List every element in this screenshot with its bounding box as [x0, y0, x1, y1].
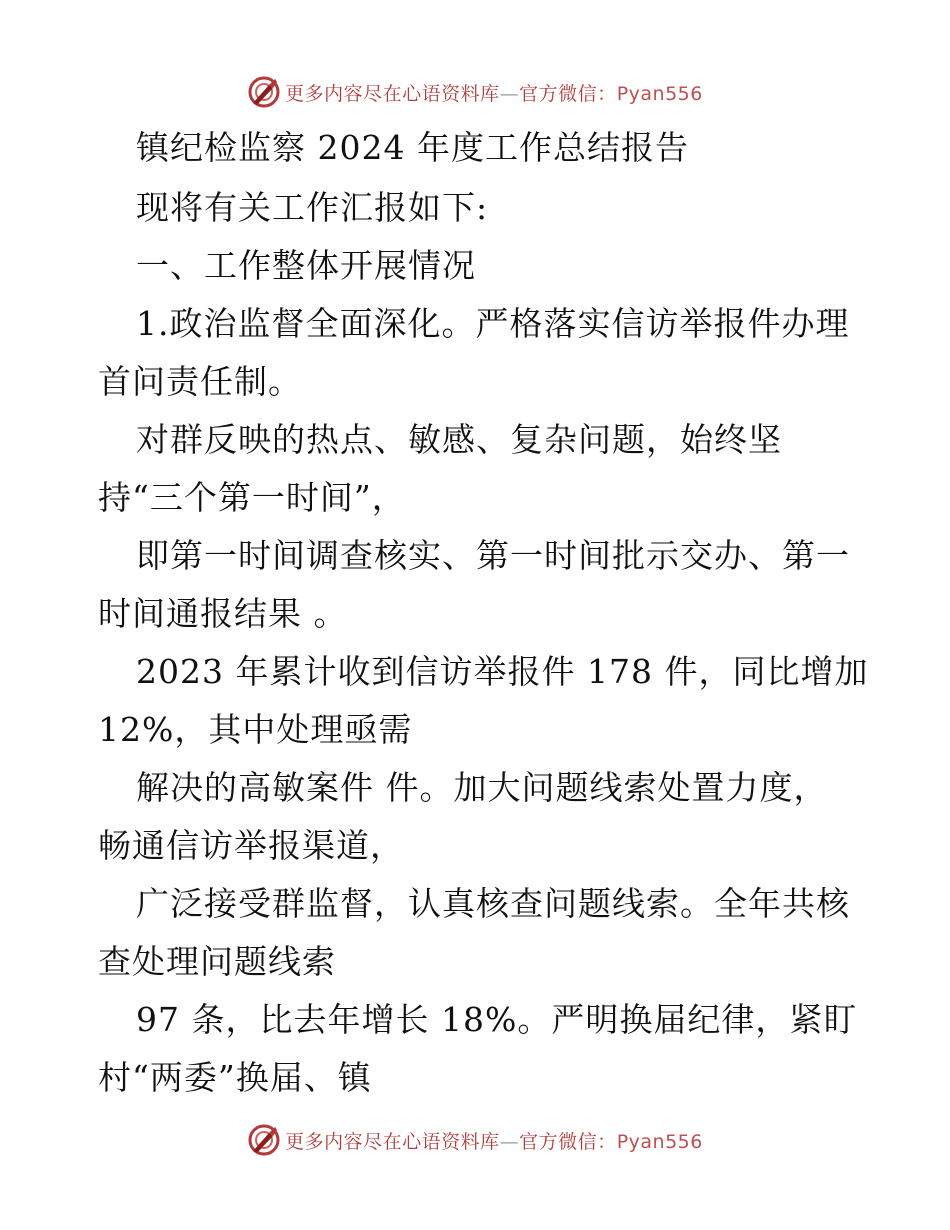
watermark-library-text: 更多内容尽在心语资料库: [285, 82, 500, 105]
paragraph-line: 即第一时间调查核实、第一时间批示交办、第一: [136, 536, 850, 575]
watermark-official-label: 官方微信：: [519, 1130, 617, 1153]
watermark-text: [285, 79, 703, 106]
pen-logo-icon: [247, 75, 281, 109]
document-intro: 现将有关工作汇报如下:: [136, 188, 489, 227]
paragraph-line: 查处理问题线索: [98, 942, 336, 981]
paragraph-line: 12%，其中处理亟需: [98, 710, 413, 749]
watermark-wechat-id: Pyan556: [616, 1130, 703, 1153]
paragraph-line: 对群反映的热点、敏感、复杂问题，始终坚: [136, 420, 782, 459]
paragraph-line: 村“两委”换届、镇: [98, 1058, 372, 1097]
pen-logo-icon: [247, 1123, 281, 1157]
document-title: 镇纪检监察 2024 年度工作总结报告: [136, 128, 689, 167]
section-heading: 一、工作整体开展情况: [136, 246, 476, 285]
paragraph-line: 首问责任制。: [98, 362, 302, 401]
watermark-official-label: 官方微信：: [519, 82, 617, 105]
paragraph-line: 2023 年累计收到信访举报件 178 件，同比增加: [136, 652, 869, 691]
watermark-wechat-id: Pyan556: [616, 82, 703, 105]
paragraph-line: 广泛接受群监督，认真核查问题线索。全年共核: [136, 884, 850, 923]
paragraph-line: 时间通报结果 。: [98, 594, 348, 633]
paragraph-line: 解决的高敏案件 件。加大问题线索处置力度，: [136, 768, 828, 807]
watermark-text: [285, 1127, 703, 1154]
header-watermark: [0, 72, 950, 112]
paragraph-line: 畅通信访举报渠道，: [98, 826, 404, 865]
paragraph-line: 持“三个第一时间”，: [98, 478, 406, 517]
watermark-library-text: 更多内容尽在心语资料库: [285, 1130, 500, 1153]
watermark-separator: —: [499, 1130, 520, 1153]
paragraph-line: 97 条，比去年增长 18%。严明换届纪律，紧盯: [136, 1000, 858, 1039]
watermark-separator: —: [499, 82, 520, 105]
footer-watermark: [0, 1120, 950, 1160]
paragraph-line: 1.政治监督全面深化。严格落实信访举报件办理: [136, 304, 850, 343]
